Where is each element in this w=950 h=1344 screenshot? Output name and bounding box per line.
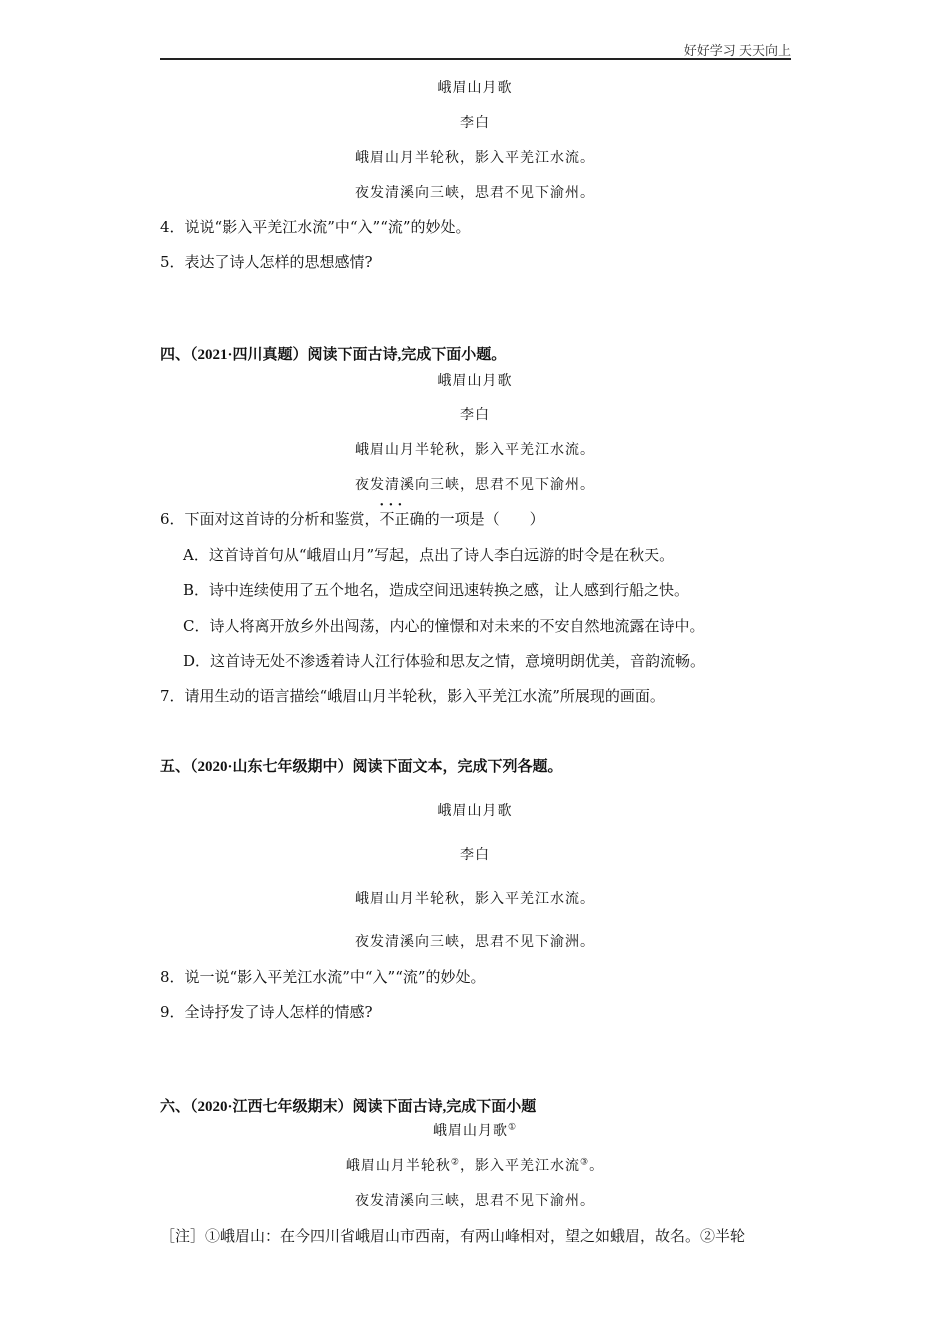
option-d: D．这首诗无处不渗透着诗人江行体验和思友之情，意境明朗优美，音韵流畅。 [183, 652, 706, 670]
poem-line-1: 峨眉山月半轮秋，影入平羌江水流。 [355, 442, 595, 458]
question-4: 4．说说“影入平羌江水流”中“入”“流”的妙处。 [160, 218, 471, 236]
poem-line-1: 峨眉山月半轮秋，影入平羌江水流。 [355, 150, 595, 166]
option-b: B．诗中连续使用了五个地名，造成空间迅速转换之感，让人感到行船之快。 [183, 581, 690, 599]
question-5: 5．表达了诗人怎样的思想感情? [160, 253, 373, 271]
section-4-heading: 四、（2021·四川真题）阅读下面古诗,完成下面小题。 [160, 347, 507, 363]
footnote-marker: ③ [580, 1157, 590, 1168]
poem-line-2: 夜发清溪向三峡，思君不见下渝洲。 [355, 934, 595, 950]
footnote-marker: ② [450, 1157, 460, 1168]
emphasis-not-correct: · · · 不正确 [380, 510, 425, 528]
poem-author: 李白 [460, 115, 490, 131]
footnote-marker: ① [507, 1122, 518, 1133]
poem-title: 峨眉山月歌 [437, 373, 513, 389]
question-9: 9．全诗抒发了诗人怎样的情感? [160, 1003, 373, 1021]
section-5-heading: 五、（2020·山东七年级期中）阅读下面文本，完成下列各题。 [160, 759, 563, 775]
poem-title-text: 峨眉山月歌 [432, 1123, 508, 1139]
option-a: A．这首诗首句从“峨眉山月”写起，点出了诗人李白远游的时令是在秋天。 [183, 546, 675, 564]
question-6 [160, 509, 545, 529]
page-header [160, 40, 791, 60]
question-7: 7．请用生动的语言描绘“峨眉山月半轮秋，影入平羌江水流”所展现的画面。 [160, 687, 665, 705]
poem-line-1-part-b: ，影入平羌江水流 [460, 1158, 580, 1174]
poem-title: 峨眉山月歌 [437, 80, 513, 96]
question-8: 8．说一说“影入平羌江水流”中“入”“流”的妙处。 [160, 968, 486, 986]
option-c: C．诗人将离开放乡外出闯荡，内心的憧憬和对未来的不安自然地流露在诗中。 [183, 617, 705, 635]
poem-line-1: 峨眉山月半轮秋，影入平羌江水流。 [355, 891, 595, 907]
poem-line-1-part-a: 峨眉山月半轮秋 [345, 1158, 451, 1174]
question-6-prefix: 6．下面对这首诗的分析和鉴赏， [160, 510, 380, 528]
poem-line-2: 夜发清溪向三峡，思君不见下渝州。 [355, 185, 595, 201]
poem-line-1 [0, 1156, 950, 1176]
poem-line-2: 夜发清溪向三峡，思君不见下渝州。 [355, 477, 595, 493]
poem-title [0, 1121, 950, 1141]
poem-line-1-part-c: 。 [589, 1158, 605, 1174]
poem-author: 李白 [460, 407, 490, 423]
poem-title: 峨眉山月歌 [437, 803, 513, 819]
question-6-suffix: 的一项是（ ） [424, 510, 545, 528]
poem-line-2: 夜发清溪向三峡，思君不见下渝州。 [355, 1193, 595, 1209]
poem-author: 李白 [460, 847, 490, 863]
header-slogan: 好好学习 天天向上 [683, 43, 791, 58]
section-6-heading: 六、（2020·江西七年级期末）阅读下面古诗,完成下面小题 [160, 1099, 537, 1115]
annotation-note: ［注］①峨眉山：在今四川省峨眉山市西南，有两山峰相对，望之如蛾眉，故名。②半轮 [160, 1227, 746, 1245]
